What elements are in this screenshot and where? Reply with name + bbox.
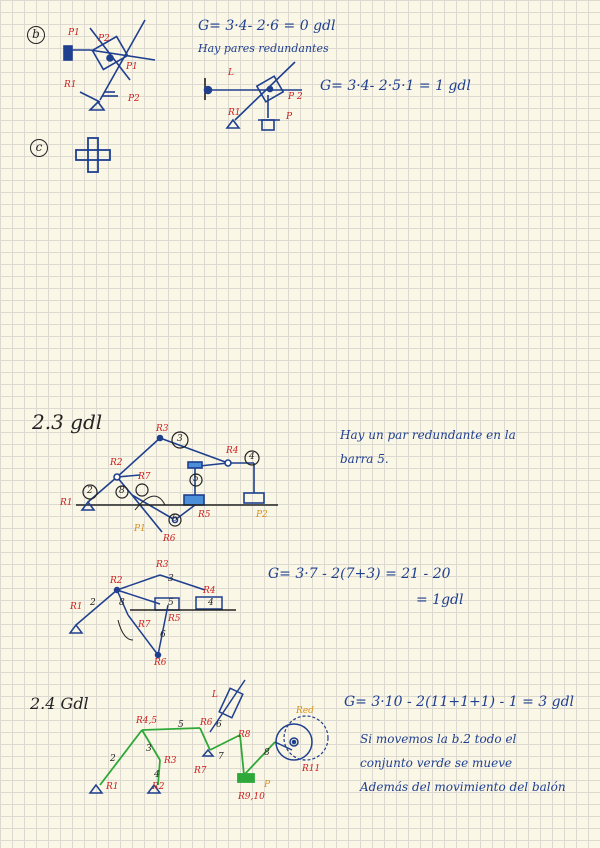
label-24-red: Red — [296, 706, 314, 716]
label-b-pp2: P2 — [128, 94, 140, 104]
cross-figure — [76, 138, 110, 172]
section-24-note-1: Si movemos la b.2 todo el — [360, 732, 517, 746]
label-23-n4: 4 — [249, 452, 255, 462]
label-23-p2: P2 — [256, 510, 268, 520]
section-23-note-1: Hay un par redundante en la — [340, 428, 516, 442]
label-23-n3: 3 — [177, 434, 183, 444]
label-24-r6: R6 — [200, 718, 213, 728]
section-c-letter: c — [30, 139, 48, 157]
label-24-r8: R8 — [238, 730, 251, 740]
label-24-r3: R3 — [164, 756, 177, 766]
label-23-r4: R4 — [226, 446, 239, 456]
section-24-note-2: conjunto verde se mueve — [360, 756, 513, 770]
label-23b-n8: 8 — [119, 598, 125, 608]
section-b-equation-1: G= 3·4- 2·6 = 0 gdl — [198, 18, 336, 34]
label-24-r910: R9,10 — [238, 792, 265, 802]
label-24-n4: 4 — [154, 770, 160, 780]
label-b-p2: P2 — [98, 34, 110, 44]
label-24-p: P — [264, 780, 271, 790]
label-24-n6: 6 — [216, 720, 222, 730]
section-b-letter: b — [27, 26, 45, 44]
section-23-equation-2: = 1gdl — [416, 592, 464, 608]
section-23-equation-1: G= 3·7 - 2(7+3) = 21 - 20 — [268, 566, 451, 582]
label-23b-n3: 3 — [168, 574, 174, 584]
label-23-n5: 5 — [193, 474, 199, 484]
label-23-n2: 2 — [87, 486, 93, 496]
section-24-note-3: Además del movimiento del balón — [360, 780, 566, 794]
label-23b-n4: 4 — [208, 598, 214, 608]
label-24-n7: 7 — [218, 752, 224, 762]
label-23-n8: 8 — [119, 486, 125, 496]
label-b-p2b: P 2 — [288, 92, 303, 102]
label-23b-n5: 5 — [168, 598, 174, 608]
label-b-p1: P1 — [68, 28, 80, 38]
label-b-p3: P1 — [126, 62, 138, 72]
label-23b-r6: R6 — [154, 658, 167, 668]
label-23b-n6: 6 — [160, 630, 166, 640]
label-24-r7: R7 — [194, 766, 207, 776]
label-24-l: L — [212, 690, 218, 700]
label-23-r2: R2 — [110, 458, 123, 468]
label-24-n3: 3 — [146, 744, 152, 754]
label-24-n8: 8 — [264, 748, 270, 758]
label-24-r45: R4,5 — [136, 716, 158, 726]
label-24-r2: R2 — [152, 782, 165, 792]
section-c-marker — [30, 135, 48, 157]
label-24-r11: R11 — [302, 764, 321, 774]
label-b-r1b: R1 — [228, 108, 241, 118]
label-24-n2: 2 — [110, 754, 116, 764]
section-b-note: Hay pares redundantes — [198, 42, 329, 55]
label-23b-r7: R7 — [138, 620, 151, 630]
label-b-p: P — [286, 112, 293, 122]
label-b-r1: R1 — [64, 80, 77, 90]
section-23-heading: 2.3 gdl — [32, 410, 103, 434]
label-23-r5: R5 — [198, 510, 211, 520]
label-23-r1: R1 — [60, 498, 73, 508]
label-24-r1: R1 — [106, 782, 119, 792]
label-23-p1: P1 — [134, 524, 146, 534]
label-23b-n2: 2 — [90, 598, 96, 608]
label-24-n5: 5 — [178, 720, 184, 730]
ground-block — [64, 46, 72, 60]
section-b-equation-2: G= 3·4- 2·5·1 = 1 gdl — [320, 78, 471, 94]
label-23b-r3: R3 — [156, 560, 169, 570]
section-24-heading: 2.4 Gdl — [30, 694, 89, 713]
label-23-r3: R3 — [156, 424, 169, 434]
label-23b-r5: R5 — [168, 614, 181, 624]
section-24-equation: G= 3·10 - 2(11+1+1) - 1 = 3 gdl — [344, 694, 575, 710]
label-b-l: L — [228, 68, 234, 78]
label-23-r7: R7 — [138, 472, 151, 482]
label-23b-r1: R1 — [70, 602, 83, 612]
label-23-r6: R6 — [163, 534, 176, 544]
label-23b-r2: R2 — [110, 576, 123, 586]
label-23-n6: 6 — [172, 514, 178, 524]
section-23-note-2: barra 5. — [340, 452, 389, 466]
label-23b-r4: R4 — [203, 586, 216, 596]
